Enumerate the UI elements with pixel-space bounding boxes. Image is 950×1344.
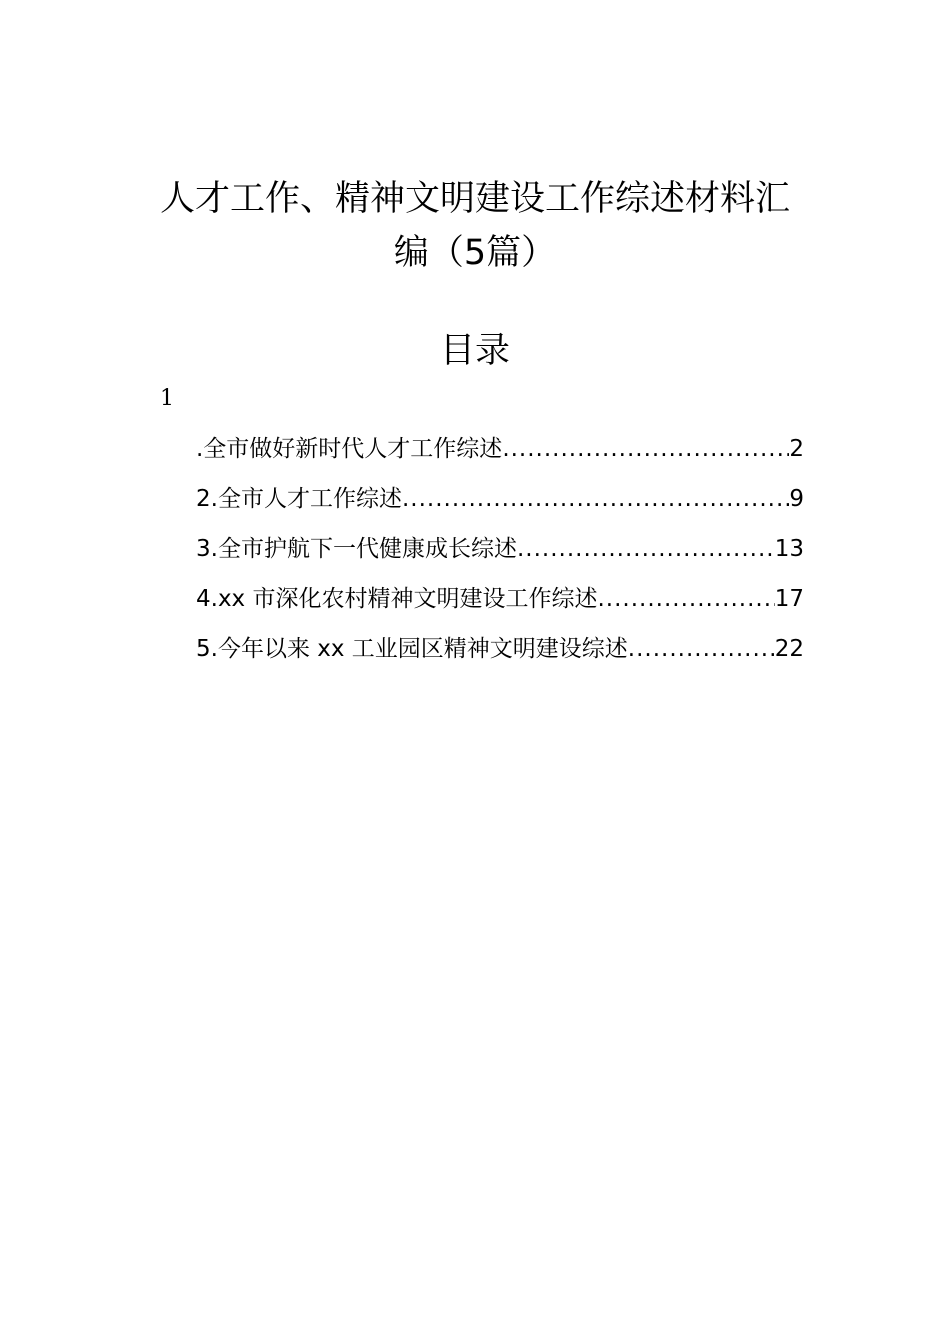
toc-entry-page: 22 <box>774 636 804 662</box>
toc-heading: 目录 <box>439 331 510 371</box>
title-line-2: 编（5篇） <box>393 233 557 273</box>
toc-leader-dots <box>517 530 775 568</box>
toc-entry-title: 3.全市护航下一代健康成长综述 <box>196 536 517 562</box>
toc-entry-page: 17 <box>774 586 804 612</box>
toc-entry-title: 5.今年以来 xx 工业园区精神文明建设综述 <box>196 636 628 662</box>
toc-entry-page: 2 <box>789 436 804 462</box>
toc-entry-2[interactable] <box>196 480 804 530</box>
toc-entry-page: 9 <box>789 486 804 512</box>
toc-entry-5[interactable] <box>196 630 804 680</box>
toc-leader-dots <box>402 480 789 518</box>
toc-entry-1[interactable] <box>196 430 804 480</box>
toc-entry-title: .全市做好新时代人才工作综述 <box>196 436 503 462</box>
toc-leader-dots <box>502 430 789 468</box>
toc-entry-title: 4.xx 市深化农村精神文明建设工作综述 <box>196 586 598 612</box>
title-line-1: 人才工作、精神文明建设工作综述材料汇 <box>159 179 790 219</box>
toc-leader-dots <box>597 580 774 618</box>
toc-entry-4[interactable] <box>196 580 804 630</box>
toc-entry-page: 13 <box>774 536 804 562</box>
table-of-contents <box>196 430 804 680</box>
toc-leader-dots <box>628 630 775 668</box>
document-title <box>140 172 810 280</box>
toc-entry-3[interactable] <box>196 530 804 580</box>
stray-number: 1 <box>160 386 174 411</box>
toc-entry-title: 2.全市人才工作综述 <box>196 486 402 512</box>
